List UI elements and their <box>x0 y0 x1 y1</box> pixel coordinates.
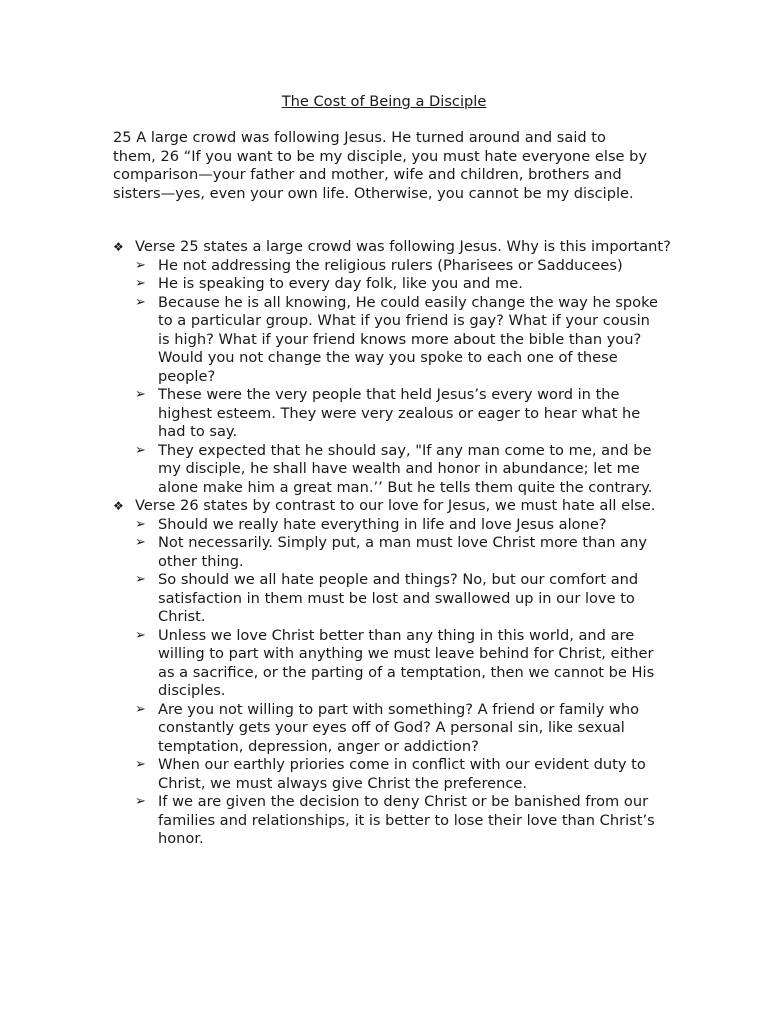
list-item <box>135 534 658 571</box>
arrow-bullet-icon: ➢ <box>135 572 146 587</box>
list-item-text: He is speaking to every day folk, like you and me. <box>158 275 523 292</box>
document-title: The Cost of Being a Disciple <box>281 93 487 110</box>
section-item <box>113 497 673 516</box>
list-item-text: They expected that he should say, "If any man come to me, and be my disciple, he shall have wealth and honor in abundance; let me alone make him a great man.’’ But he tells them quite the contrary. <box>158 441 653 496</box>
arrow-bullet-icon: ➢ <box>135 442 146 458</box>
list-item-text: Should we really hate everything in life and love Jesus alone? <box>158 515 607 533</box>
list-item <box>135 627 658 701</box>
list-item <box>135 257 658 276</box>
arrow-bullet-icon: ➢ <box>135 627 146 643</box>
list-item <box>135 275 658 294</box>
arrow-bullet-icon: ➢ <box>135 757 146 772</box>
arrow-bullet-icon: ➢ <box>135 276 146 291</box>
list-item <box>135 386 658 442</box>
section-text: Verse 25 states a large crowd was following Jesus. Why is this important? <box>135 238 671 255</box>
list-item-text: So should we all hate people and things? No, but our comfort and satisfaction in them must be lost and swallowed up in our love to Christ. <box>158 571 639 625</box>
section-item <box>113 238 673 257</box>
bullet-outline <box>113 238 673 849</box>
list-item <box>135 516 658 535</box>
diamond-bullet-icon: ❖ <box>113 240 124 254</box>
list-item-text: Because he is all knowing, He could easily change the way he spoke to a particular group. What if you friend is gay? What if your cousin is high? What if your friend knows more about the bible than you? Would you not change the way you spoke to each one of these people? <box>158 293 659 385</box>
list-item-text: Unless we love Christ better than any thing in this world, and are willing to part with anything we must leave behind for Christ, either as a sacrifice, or the parting of a temptation, then we cannot be His disciples. <box>158 626 655 699</box>
list-item <box>135 756 658 793</box>
list-item-text: These were the very people that held Jesus’s every word in the highest esteem. They were very zealous or eager to hear what he had to say. <box>158 386 641 440</box>
intro-paragraph: 25 A large crowd was following Jesus. He turned around and said to them, 26 “If you want to be my disciple, you must hate everyone else by comparison—your father and mother, wife and children, brothers and sisters—yes, even your own life. Otherwise, you cannot be my disciple. <box>113 129 648 202</box>
list-item-text: He not addressing the religious rulers (Pharisees or Sadducees) <box>158 256 623 274</box>
list-item <box>135 442 658 498</box>
list-item-text: Not necessarily. Simply put, a man must love Christ more than any other thing. <box>158 534 647 570</box>
list-item <box>135 294 658 387</box>
arrow-bullet-icon: ➢ <box>135 701 146 717</box>
arrow-bullet-icon: ➢ <box>135 794 146 809</box>
arrow-bullet-icon: ➢ <box>135 294 146 310</box>
list-item-text: Are you not willing to part with something? A friend or family who constantly gets your eyes off of God? A personal sin, like sexual temptation, depression, anger or addiction? <box>158 700 639 755</box>
arrow-bullet-icon: ➢ <box>135 535 146 550</box>
arrow-bullet-icon: ➢ <box>135 387 146 402</box>
diamond-bullet-icon: ❖ <box>113 499 124 513</box>
arrow-bullet-icon: ➢ <box>135 257 146 273</box>
list-item <box>135 571 658 627</box>
list-item-text: If we are given the decision to deny Christ or be banished from our families and relationships, it is better to lose their love than Christ’s honor. <box>158 793 655 847</box>
list-item <box>135 793 658 849</box>
arrow-bullet-icon: ➢ <box>135 516 146 532</box>
section-text: Verse 26 states by contrast to our love for Jesus, we must hate all else. <box>135 497 656 514</box>
list-item <box>135 701 658 757</box>
list-item-text: When our earthly priories come in conflict with our evident duty to Christ, we must always give Christ the preference. <box>158 756 646 792</box>
